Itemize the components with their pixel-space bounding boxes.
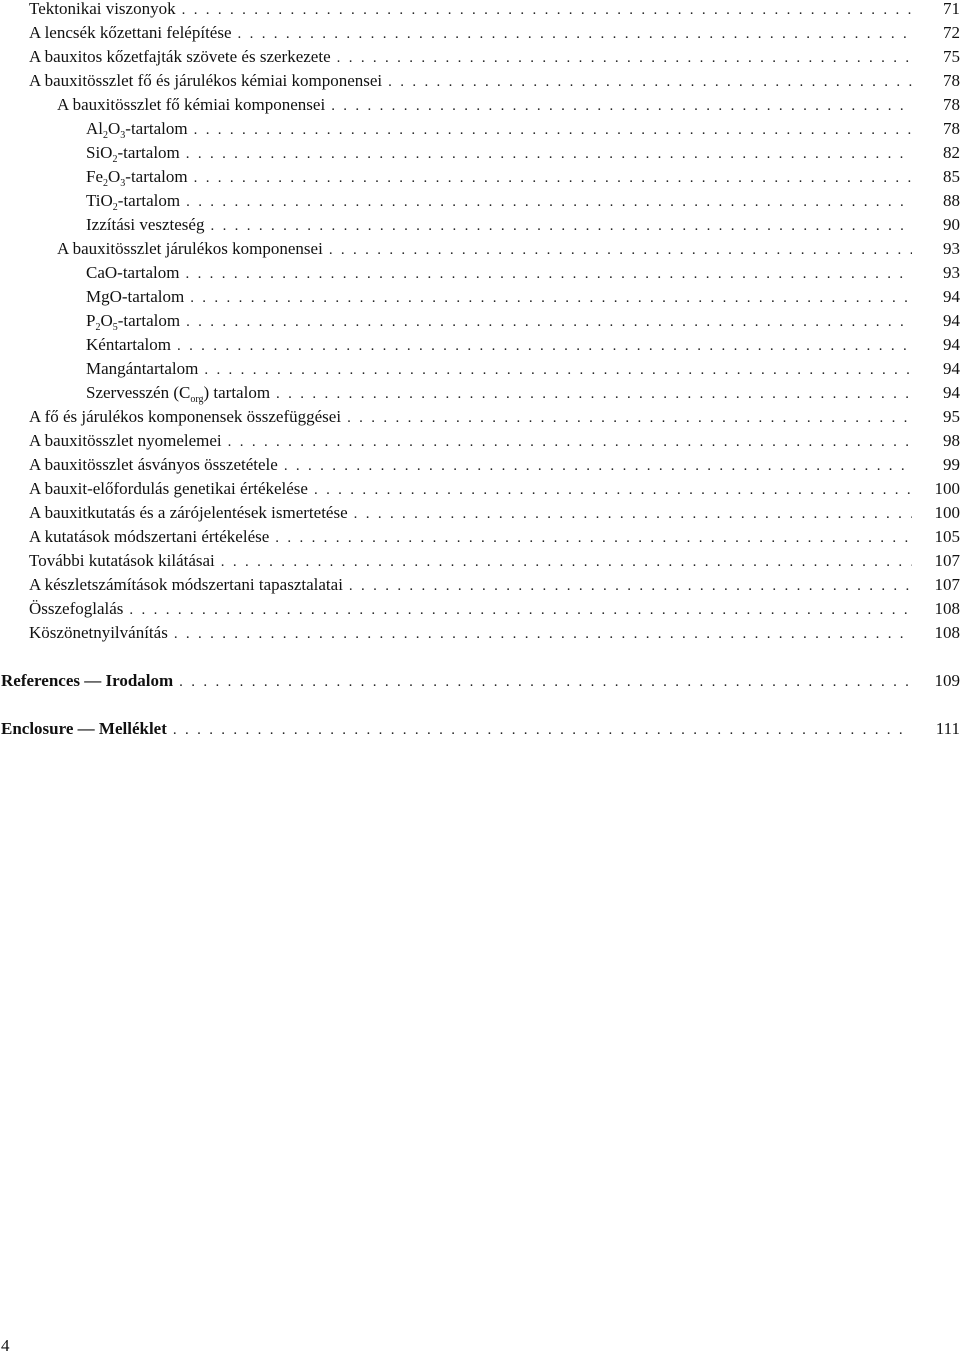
toc-entry-page-number: 108: [934, 623, 960, 642]
toc-dot-leader: [182, 0, 912, 22]
toc-entry-page-number: 107: [934, 575, 960, 594]
toc-dot-leader: [276, 382, 912, 406]
toc-entry-title: [29, 597, 123, 621]
toc-entry-title: [29, 21, 232, 45]
toc-title-subscript: 5: [112, 322, 118, 333]
toc-title-text: O: [100, 311, 113, 330]
toc-dot-leader: [210, 214, 912, 238]
toc-entry-title: [29, 549, 215, 573]
toc-entry[interactable]: [0, 429, 960, 453]
toc-entry[interactable]: [0, 357, 960, 381]
toc-dot-leader: [331, 94, 912, 118]
toc-entry-title: [29, 621, 168, 645]
toc-entry-page-number: 78: [943, 95, 960, 114]
toc-entry[interactable]: [0, 525, 960, 549]
toc-title-subscript: 3: [120, 178, 126, 189]
toc-title-text: A bauxit-előfordulás genetikai értékelése: [29, 479, 308, 498]
toc-entry[interactable]: [0, 237, 960, 261]
toc-dot-leader: [275, 526, 912, 550]
toc-entry[interactable]: [0, 285, 960, 309]
toc-entry[interactable]: [0, 501, 960, 525]
toc-title-text: -tartalom: [117, 311, 181, 330]
toc-entry-title: [86, 189, 180, 213]
toc-entry-page-number: 94: [943, 359, 960, 378]
toc-dot-leader: [354, 502, 912, 526]
toc-entry-title: [86, 381, 270, 405]
toc-entry-page-number: 85: [943, 167, 960, 186]
toc-entry[interactable]: [0, 45, 960, 69]
toc-entry-page-number: 94: [943, 335, 960, 354]
toc-title-text: Fe: [86, 167, 103, 186]
page-number: 4: [1, 1336, 10, 1355]
toc-dot-leader: [349, 574, 912, 598]
toc-entry-title: [86, 213, 204, 237]
toc-dot-leader: [228, 430, 912, 454]
toc-dot-leader: [194, 118, 912, 142]
toc-entry-title: [86, 333, 171, 357]
toc-entry[interactable]: [0, 669, 960, 693]
toc-entry[interactable]: [0, 453, 960, 477]
toc-entry-title: [86, 117, 188, 141]
toc-entry-page-number: 109: [934, 671, 960, 690]
toc-entry-page-number: 100: [934, 503, 960, 522]
toc-dot-leader: [284, 454, 912, 478]
toc-entry-title: [86, 261, 179, 285]
toc-dot-leader: [173, 718, 912, 742]
toc-dot-leader: [221, 550, 912, 574]
toc-title-text: MgO-tartalom: [86, 287, 185, 306]
toc-title-text: Szervesszén (C: [86, 383, 191, 402]
toc-title-text: ) tartalom: [203, 383, 271, 402]
toc-entry[interactable]: [0, 333, 960, 357]
toc-title-text: O: [108, 167, 121, 186]
toc-title-text: A készletszámítások módszertani tapasztalatai: [29, 575, 343, 594]
toc-entry-title: [86, 285, 184, 309]
toc-dot-leader: [179, 670, 912, 694]
toc-entry[interactable]: [0, 93, 960, 117]
toc-entry-page-number: 98: [943, 431, 960, 450]
toc-entry[interactable]: [0, 573, 960, 597]
toc-title-text: A fő és járulékos komponensek összefüggései: [29, 407, 342, 426]
toc-dot-leader: [177, 334, 912, 358]
toc-title-subscript: 2: [103, 130, 108, 141]
toc-title-text: A bauxitos kőzetfajták szövete és szerkezete: [29, 47, 331, 66]
toc-dot-leader: [174, 622, 912, 646]
toc-entry[interactable]: [0, 21, 960, 45]
toc-title-text: Tektonikai viszonyok: [29, 0, 176, 18]
toc-entry[interactable]: [0, 597, 960, 621]
toc-dot-leader: [186, 310, 912, 334]
toc-entry[interactable]: [0, 717, 960, 741]
toc-dot-leader: [337, 46, 912, 70]
toc-title-text: Összefoglalás: [29, 599, 124, 618]
toc-title-text: Köszönetnyilvánítás: [29, 623, 168, 642]
toc-title-text: TiO: [86, 191, 113, 210]
toc-entry-page-number: 108: [934, 599, 960, 618]
toc-entry[interactable]: [0, 621, 960, 645]
toc-dot-leader: [129, 598, 912, 622]
toc-title-text: O: [108, 119, 121, 138]
toc-entry-title: [29, 573, 343, 597]
toc-title-text: A kutatások módszertani értékelése: [29, 527, 270, 546]
toc-title-subscript: 2: [103, 178, 108, 189]
toc-dot-leader: [186, 190, 912, 214]
toc-title-text: A bauxitkutatás és a zárójelentések ismertetése: [29, 503, 348, 522]
toc-entry-page-number: 111: [935, 719, 960, 738]
toc-entry-page-number: 78: [943, 119, 960, 138]
toc-entry-title: [86, 141, 180, 165]
toc-dot-leader: [204, 358, 912, 382]
toc-dot-leader: [186, 142, 912, 166]
toc-title-text: A bauxitösszlet fő kémiai komponensei: [57, 95, 326, 114]
toc-entry[interactable]: [0, 477, 960, 501]
toc-entry-title: [1, 717, 167, 741]
toc-dot-leader: [329, 238, 912, 262]
toc-entry-page-number: 94: [943, 311, 960, 330]
toc-entry-title: [86, 357, 198, 381]
toc-entry-page-number: 72: [943, 23, 960, 42]
toc-entry-page-number: 82: [943, 143, 960, 162]
toc-entry-title: [29, 69, 382, 93]
toc-entry-page-number: 107: [934, 551, 960, 570]
toc-entry[interactable]: [0, 0, 960, 21]
toc-entry-page-number: 99: [943, 455, 960, 474]
toc-entry-page-number: 94: [943, 383, 960, 402]
toc-title-text: CaO-tartalom: [86, 263, 180, 282]
toc-dot-leader: [185, 262, 912, 286]
toc-entry[interactable]: [0, 549, 960, 573]
toc-title-text: -tartalom: [117, 143, 180, 162]
toc-entry-page-number: 95: [943, 407, 960, 426]
toc-title-text: SiO: [86, 143, 113, 162]
toc-entry-title: [86, 309, 180, 333]
toc-title-text: A bauxitösszlet járulékos komponensei: [57, 239, 323, 258]
toc-entry-title: [29, 405, 341, 429]
toc-entry-title: [29, 0, 176, 21]
toc-entry-page-number: 94: [943, 287, 960, 306]
toc-title-subscript: 3: [120, 130, 126, 141]
toc-title-text: P: [86, 311, 96, 330]
toc-entry-title: [29, 525, 269, 549]
toc-dot-leader: [347, 406, 912, 430]
toc-entry-page-number: 100: [934, 479, 960, 498]
toc-title-text: Enclosure — Melléklet: [1, 719, 167, 738]
toc-title-text: Mangántartalom: [86, 359, 199, 378]
toc-entry-page-number: 71: [943, 0, 960, 18]
toc-entry-page-number: 93: [943, 239, 960, 258]
toc-title-text: -tartalom: [125, 167, 188, 186]
toc-entry-page-number: 90: [943, 215, 960, 234]
toc-title-text: A bauxitösszlet fő és járulékos kémiai komponensei: [29, 71, 383, 90]
toc-entry-title: [29, 45, 331, 69]
toc-entry-title: [1, 669, 173, 693]
toc-entry[interactable]: [0, 405, 960, 429]
toc-dot-leader: [314, 478, 912, 502]
toc-entry-page-number: 105: [934, 527, 960, 546]
toc-title-subscript: 2: [112, 202, 118, 213]
toc-entry-title: [57, 93, 325, 117]
toc-entry[interactable]: [0, 117, 960, 141]
toc-title-subscript: org: [190, 394, 204, 405]
toc-title-text: Izzítási veszteség: [86, 215, 205, 234]
toc-title-text: A bauxitösszlet nyomelemei: [29, 431, 222, 450]
toc-entry[interactable]: [0, 165, 960, 189]
toc-title-subscript: 2: [112, 154, 118, 165]
toc-title-text: A bauxitösszlet ásványos összetétele: [29, 455, 278, 474]
toc-entry[interactable]: [0, 309, 960, 333]
toc-dot-leader: [194, 166, 912, 190]
toc-entry-title: [57, 237, 323, 261]
toc-entry[interactable]: [0, 381, 960, 405]
toc-title-text: -tartalom: [125, 119, 188, 138]
toc-title-text: Kéntartalom: [86, 335, 171, 354]
toc-entry[interactable]: [0, 141, 960, 165]
toc-entry-title: [86, 165, 188, 189]
toc-entry[interactable]: [0, 261, 960, 285]
toc-entry-title: [29, 429, 222, 453]
toc-title-text: További kutatások kilátásai: [29, 551, 215, 570]
toc-entry-page-number: 93: [943, 263, 960, 282]
toc-entry-title: [29, 453, 278, 477]
toc-dot-leader: [238, 22, 913, 46]
toc-entry-title: [29, 477, 308, 501]
toc-title-text: A lencsék kőzettani felépítése: [29, 23, 232, 42]
toc-entry-page-number: 88: [943, 191, 960, 210]
toc-title-subscript: 2: [95, 322, 101, 333]
toc-dot-leader: [388, 70, 912, 94]
toc-entry[interactable]: [0, 189, 960, 213]
toc-entry-page-number: 78: [943, 71, 960, 90]
toc-title-text: References — Irodalom: [1, 671, 174, 690]
toc-entry-title: [29, 501, 348, 525]
toc-entry-page-number: 75: [943, 47, 960, 66]
toc-entry[interactable]: [0, 213, 960, 237]
toc-dot-leader: [190, 286, 912, 310]
toc-title-text: -tartalom: [117, 191, 181, 210]
toc-entry[interactable]: [0, 69, 960, 93]
toc-title-text: Al: [86, 119, 103, 138]
